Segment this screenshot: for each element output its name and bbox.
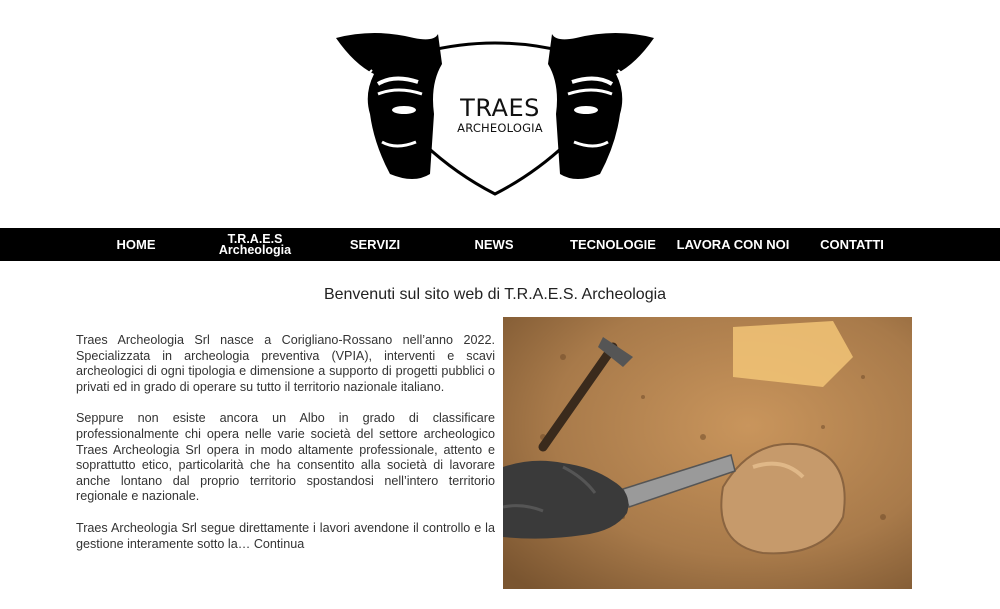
paragraph: Seppure non esiste ancora un Albo in grado di classificare professionalmente chi opera nelle varie società del settore archeologico Traes Archeologia Srl opera in modo altamente professionale, attento e soprattutto etico, particolarità che ha consentito alla società di lavorare anche lontano dal proprio territorio spostandosi nell’intero territorio regionale e nazionale. bbox=[76, 411, 495, 504]
nav-servizi[interactable] bbox=[335, 228, 415, 261]
nav-label-line2: Archeologia bbox=[218, 242, 292, 257]
read-more-link[interactable]: Continua bbox=[253, 536, 305, 551]
nav-label: SERVIZI bbox=[349, 237, 401, 252]
page-heading: Benvenuti sul sito web di T.R.A.E.S. Archeologia bbox=[323, 286, 667, 303]
intro-text bbox=[76, 333, 495, 568]
nav-label: TECNOLOGIE bbox=[570, 237, 656, 252]
logo-title: TRAES bbox=[460, 94, 540, 122]
nav-label: T.R.A.E.S bbox=[227, 231, 283, 246]
paragraph bbox=[76, 521, 495, 552]
nav-label: HOME bbox=[116, 237, 156, 252]
nav-label: CONTATTI bbox=[820, 237, 884, 252]
logo-subtitle: ARCHEOLOGIA bbox=[457, 121, 543, 135]
nav-label: LAVORA CON NOI bbox=[676, 237, 790, 252]
nav-label: NEWS bbox=[474, 237, 514, 252]
excavation-photo-illustration bbox=[503, 317, 912, 589]
nav-news[interactable] bbox=[459, 228, 529, 261]
nav-lavora-con-noi[interactable] bbox=[672, 228, 794, 261]
paragraph-text: Traes Archeologia Srl segue direttamente i lavori avendone il controllo e la gestione interamente sotto la… bbox=[76, 520, 495, 551]
main-nav bbox=[0, 228, 1000, 261]
excavation-photo bbox=[503, 317, 912, 589]
nav-contatti[interactable] bbox=[812, 228, 892, 261]
nav-tecnologie[interactable] bbox=[565, 228, 661, 261]
site-header bbox=[0, 0, 1000, 228]
nav-traes-archeologia[interactable] bbox=[205, 228, 305, 261]
nav-home[interactable] bbox=[101, 228, 171, 261]
paragraph: Traes Archeologia Srl nasce a Corigliano-Rossano nell’anno 2022. Specializzata in archeologia preventiva (VPIA), interventi e scavi archeologici di ogni tipologia e dimensione a supporto di progetti pubblici o privati ed in grado di operare su tutto il territorio nazionale italiano. bbox=[76, 333, 495, 394]
